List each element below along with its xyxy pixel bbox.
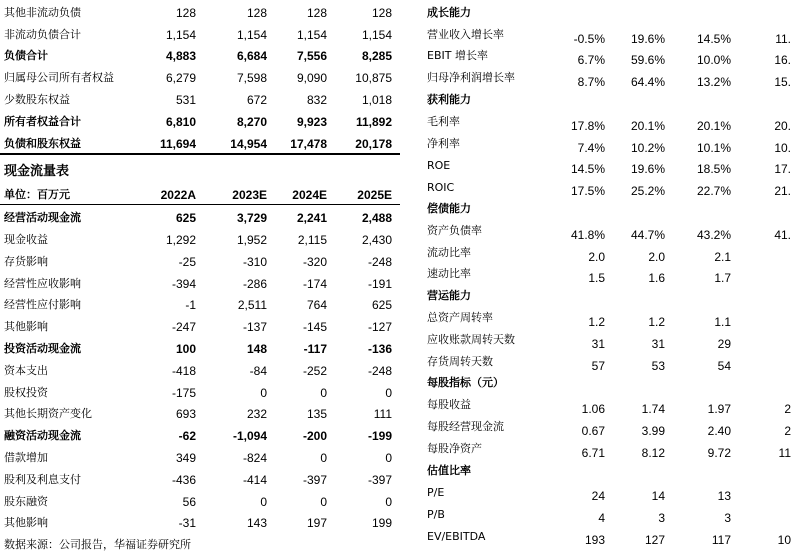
cashflow-row-label: 经营性应收影响 xyxy=(4,276,81,290)
cashflow-row-value: -310 xyxy=(242,254,267,269)
ratio-row-label: 归母净利润增长率 xyxy=(427,71,515,85)
ratio-row xyxy=(425,262,781,284)
cashflow-row xyxy=(0,511,400,533)
cashflow-row xyxy=(0,358,400,380)
ratio-row-value: 2 xyxy=(784,402,791,417)
balance-row-value: 8,270 xyxy=(236,114,267,129)
ratio-row-value: 14.5% xyxy=(696,31,731,46)
ratio-row-value: 10. xyxy=(774,140,791,155)
ratio-row-value: -0.5% xyxy=(573,31,605,46)
ratio-row-value: 14.5% xyxy=(570,162,605,177)
ratio-row xyxy=(425,0,781,22)
cashflow-row-value: -175 xyxy=(171,385,196,400)
cashflow-row-value: 0 xyxy=(260,385,267,400)
year-2025e: 2025E xyxy=(357,188,392,203)
cashflow-row-value: 148 xyxy=(246,341,267,356)
ratio-row-value: 21. xyxy=(774,184,791,199)
ratio-row xyxy=(425,131,791,155)
ratio-row-value: 20.1% xyxy=(630,118,665,133)
cashflow-row-value: 2,488 xyxy=(361,211,392,226)
ratio-row-label: P/B xyxy=(427,508,445,522)
ratio-row-value: 18.5% xyxy=(696,162,731,177)
balance-row-value: 6,684 xyxy=(236,49,267,64)
ratio-row-label: 流动比率 xyxy=(427,245,471,259)
cashflow-row-label: 资本支出 xyxy=(4,363,48,377)
balance-row xyxy=(0,44,400,66)
ratio-row-value: 53 xyxy=(651,358,665,373)
cashflow-row-label: 其他影响 xyxy=(4,320,48,334)
ratio-row-label: 每股指标（元） xyxy=(427,376,504,390)
ratio-row-value: 9.72 xyxy=(707,445,731,460)
ratio-row-label: 每股收益 xyxy=(427,398,471,412)
balance-row-value: 1,154 xyxy=(296,27,327,42)
cashflow-row-value: 0 xyxy=(385,450,392,465)
ratio-row-label: 毛利率 xyxy=(427,114,460,128)
cashflow-row-value: 0 xyxy=(320,494,327,509)
cashflow-row xyxy=(0,445,400,467)
ratio-row-value: 2.0 xyxy=(588,249,605,264)
cashflow-row-label: 其他影响 xyxy=(4,516,48,530)
ratio-row xyxy=(425,458,781,480)
ratio-row xyxy=(425,153,791,177)
ratio-row-value: 6.7% xyxy=(577,53,605,68)
balance-row-value: 1,018 xyxy=(361,92,392,107)
balance-row-value: 7,598 xyxy=(236,71,267,86)
balance-row-value: 128 xyxy=(175,5,196,20)
cashflow-row-value: -247 xyxy=(171,320,196,335)
cashflow-row-value: 0 xyxy=(320,450,327,465)
ratio-row-value: 59.6% xyxy=(630,53,665,68)
cashflow-row-value: -117 xyxy=(303,341,327,356)
ratio-row-label: ROIC xyxy=(427,181,455,195)
balance-row xyxy=(0,0,400,22)
ratio-row-value: 11. xyxy=(775,31,791,46)
ratio-row-value: 1.7 xyxy=(714,271,731,286)
cashflow-row-value: -824 xyxy=(242,450,267,465)
cashflow-row-value: 0 xyxy=(385,494,392,509)
cashflow-row-value: -1 xyxy=(185,298,196,313)
ratio-row-value: 41.8% xyxy=(570,227,605,242)
balance-row-label: 归属母公司所有者权益 xyxy=(4,71,114,85)
cashflow-row-value: 0 xyxy=(260,494,267,509)
balance-row-label: 负债和股东权益 xyxy=(4,136,81,150)
cashflow-row xyxy=(0,205,400,227)
ratio-row-value: 19.6% xyxy=(630,162,665,177)
cashflow-row-value: -286 xyxy=(242,276,267,291)
cashflow-row-value: -418 xyxy=(171,363,196,378)
balance-row-value: 8,285 xyxy=(361,49,392,64)
ratio-row-value: 2 xyxy=(784,423,791,438)
year-2024e: 2024E xyxy=(292,188,327,203)
year-2023e: 2023E xyxy=(232,188,267,203)
ratio-row-value: 41. xyxy=(774,227,791,242)
ratio-row-label: 应收账款周转天数 xyxy=(427,332,515,346)
ratio-row xyxy=(425,65,791,90)
ratio-row-value: 2.0 xyxy=(648,249,665,264)
cashflow-row-value: 764 xyxy=(306,298,327,313)
cashflow-row-value: -248 xyxy=(367,254,392,269)
cashflow-row-value: -127 xyxy=(367,320,392,335)
ratio-row xyxy=(425,501,781,526)
cashflow-title: 现金流量表 xyxy=(4,163,70,179)
balance-row xyxy=(0,87,400,109)
cashflow-row xyxy=(0,380,400,402)
unit-label: 单位：百万元 xyxy=(4,188,70,202)
cashflow-row-value: -320 xyxy=(302,254,327,269)
ratio-row-label: 资产负债率 xyxy=(427,223,482,237)
ratio-row-value: 16. xyxy=(774,53,791,68)
balance-row-value: 10,875 xyxy=(355,71,392,86)
cashflow-row-value: 0 xyxy=(320,385,327,400)
ratio-row-value: 57 xyxy=(591,358,605,373)
balance-row-value: 9,090 xyxy=(296,71,327,86)
ratio-row-value: 31 xyxy=(591,336,605,351)
ratio-row-value: 8.12 xyxy=(641,445,665,460)
cashflow-row-value: -394 xyxy=(171,276,196,291)
ratio-row-value: 13.2% xyxy=(696,75,731,90)
cashflow-row-value: 143 xyxy=(246,516,267,531)
ratio-row-value: 1.2 xyxy=(648,314,665,329)
cashflow-row-label: 投资活动现金流 xyxy=(4,341,81,355)
ratio-row-value: 2.1 xyxy=(714,249,731,264)
ratio-row-value: 1.74 xyxy=(641,402,665,417)
ratio-row xyxy=(425,196,781,218)
balance-row xyxy=(0,109,400,131)
ratio-row xyxy=(425,218,791,242)
ratio-row-value: 3 xyxy=(658,511,665,526)
cashflow-row-value: -248 xyxy=(367,363,392,378)
cashflow-row-label: 经营性应付影响 xyxy=(4,298,81,312)
ratio-row-value: 127 xyxy=(644,532,665,547)
ratio-row-value: 10.2% xyxy=(630,140,665,155)
ratio-row-value: 13 xyxy=(717,489,731,504)
balance-row-value: 1,154 xyxy=(165,27,196,42)
cashflow-row-value: 56 xyxy=(182,494,196,509)
cashflow-row-value: 100 xyxy=(175,341,196,356)
ratio-row-value: 17. xyxy=(774,162,791,177)
balance-row-value: 832 xyxy=(306,92,327,107)
ratio-row xyxy=(425,305,781,327)
balance-row-value: 6,279 xyxy=(165,71,196,86)
ratio-row-value: 1.2 xyxy=(588,314,605,329)
cashflow-row-value: -62 xyxy=(178,429,196,444)
ratio-row-label: 存货周转天数 xyxy=(427,354,493,368)
ratio-row-label: 总资产周转率 xyxy=(427,310,493,324)
cashflow-row xyxy=(0,336,400,358)
ratio-row-value: 10.1% xyxy=(696,140,731,155)
ratio-row-label: EBIT 增长率 xyxy=(427,49,488,63)
cashflow-row xyxy=(0,402,400,424)
balance-row-value: 1,154 xyxy=(236,27,267,42)
ratio-row-value: 7.4% xyxy=(577,140,605,155)
cashflow-row-value: 2,241 xyxy=(296,211,327,226)
left-panel xyxy=(0,0,400,532)
cashflow-row-value: 625 xyxy=(371,298,392,313)
ratio-row-value: 1.06 xyxy=(581,402,605,417)
ratio-row-value: 4 xyxy=(598,511,605,526)
ratio-row-label: 偿债能力 xyxy=(427,201,471,215)
ratio-row-value: 0.67 xyxy=(581,423,605,438)
ratio-row xyxy=(425,480,781,502)
ratio-row-label: EV/EBITDA xyxy=(427,529,486,543)
cashflow-row-value: 349 xyxy=(175,450,196,465)
cashflow-row xyxy=(0,293,400,315)
cashflow-row-value: -137 xyxy=(242,320,267,335)
ratio-row xyxy=(425,436,791,460)
ratio-row-value: 193 xyxy=(584,532,605,547)
ratio-row-label: 获利能力 xyxy=(427,92,471,106)
cashflow-row xyxy=(0,249,400,271)
cashflow-row-value: 111 xyxy=(373,407,392,422)
cashflow-row-value: 135 xyxy=(306,407,327,422)
balance-row-value: 531 xyxy=(175,92,196,107)
source-note: 数据来源：公司报告，华福证券研究所 xyxy=(4,538,191,551)
cashflow-row-value: -200 xyxy=(302,429,327,444)
cashflow-row-label: 其他长期资产变化 xyxy=(4,407,92,421)
balance-row-value: 14,954 xyxy=(230,136,267,151)
ratio-row-value: 10 xyxy=(777,532,791,547)
cashflow-row-label: 股利及利息支付 xyxy=(4,472,81,486)
ratio-row xyxy=(425,392,791,417)
balance-row-value: 128 xyxy=(306,5,327,20)
ratio-row-label: 速动比率 xyxy=(427,267,471,281)
cashflow-row-value: -174 xyxy=(302,276,327,291)
cashflow-row-label: 借款增加 xyxy=(4,450,48,464)
cashflow-row-label: 存货影响 xyxy=(4,254,48,268)
balance-row-label: 其他非流动负债 xyxy=(4,5,81,19)
ratio-row-label: 净利率 xyxy=(427,136,460,150)
ratio-row xyxy=(425,414,791,438)
ratio-row xyxy=(425,283,781,305)
balance-sheet-tail xyxy=(0,0,400,155)
cashflow-row-label: 经营活动现金流 xyxy=(4,211,81,225)
balance-row-value: 672 xyxy=(246,92,267,107)
ratio-row xyxy=(425,87,781,109)
cashflow-row-value: -199 xyxy=(367,429,392,444)
ratio-row xyxy=(425,349,781,371)
ratio-row xyxy=(425,22,791,46)
ratio-row xyxy=(425,371,781,393)
ratio-row-value: 10.0% xyxy=(696,53,731,68)
ratio-row-value: 64.4% xyxy=(630,75,665,90)
cashflow-row-value: 1,952 xyxy=(236,232,267,247)
ratio-row-value: 20. xyxy=(774,118,791,133)
balance-row xyxy=(0,22,400,44)
balance-row xyxy=(0,65,400,87)
ratio-row-label: 营业收入增长率 xyxy=(427,27,504,41)
cashflow-title-row xyxy=(0,155,400,183)
ratio-row-value: 3 xyxy=(724,511,731,526)
balance-row-value: 6,810 xyxy=(165,114,196,129)
ratio-row-value: 14 xyxy=(651,489,665,504)
ratio-panel xyxy=(425,0,791,547)
cashflow-row-value: -31 xyxy=(178,516,196,531)
balance-row-value: 4,883 xyxy=(165,49,196,64)
cashflow-row-value: -252 xyxy=(302,363,327,378)
cashflow-row-value: -397 xyxy=(367,472,392,487)
ratio-row xyxy=(425,44,791,68)
ratio-row-label: 每股经营现金流 xyxy=(427,419,504,433)
balance-row-value: 9,923 xyxy=(296,114,327,129)
cashflow-row-value: 197 xyxy=(306,516,327,531)
ratio-row-label: ROE xyxy=(427,159,451,173)
cashflow-row-value: -84 xyxy=(249,363,267,378)
cashflow-row-value: -397 xyxy=(302,472,327,487)
ratio-row xyxy=(425,109,791,133)
ratio-row-value: 6.71 xyxy=(581,445,605,460)
ratio-row-value: 11 xyxy=(778,445,791,460)
ratio-row-value: 1.5 xyxy=(588,271,605,286)
cashflow-row-value: 2,115 xyxy=(297,232,327,247)
cashflow-row-value: -1,094 xyxy=(232,429,267,444)
cashflow-row-value: 199 xyxy=(371,516,392,531)
cashflow-row xyxy=(0,489,400,511)
cashflow-row-value: -436 xyxy=(171,472,196,487)
cashflow-table xyxy=(0,205,400,532)
ratio-table xyxy=(425,0,791,547)
cashflow-row-value: -191 xyxy=(367,276,392,291)
ratio-row-label: 成长能力 xyxy=(427,5,471,19)
ratio-row-value: 29 xyxy=(717,336,731,351)
cashflow-row-value: 232 xyxy=(246,407,267,422)
balance-row-label: 所有者权益合计 xyxy=(4,114,81,128)
ratio-row-value: 22.7% xyxy=(696,184,731,199)
cashflow-row-value: 0 xyxy=(385,385,392,400)
ratio-row-value: 117 xyxy=(711,532,731,547)
cashflow-row-label: 融资活动现金流 xyxy=(4,429,81,443)
cashflow-row-value: -145 xyxy=(302,320,327,335)
ratio-row-label: 估值比率 xyxy=(427,463,471,477)
cashflow-row xyxy=(0,227,400,249)
ratio-row-value: 17.8% xyxy=(570,118,605,133)
balance-row-label: 非流动负债合计 xyxy=(4,27,81,41)
cashflow-row-value: 693 xyxy=(175,407,196,422)
ratio-row xyxy=(425,327,781,349)
ratio-row-value: 20.1% xyxy=(696,118,731,133)
cashflow-row-value: 2,511 xyxy=(237,298,267,313)
cashflow-row-label: 股权投资 xyxy=(4,385,48,399)
balance-row-value: 17,478 xyxy=(290,136,327,151)
cashflow-header-row xyxy=(0,183,400,206)
balance-row-label: 少数股东权益 xyxy=(4,92,70,106)
ratio-row-value: 24 xyxy=(591,489,605,504)
ratio-row-value: 8.7% xyxy=(577,75,605,90)
ratio-row-value: 19.6% xyxy=(630,31,665,46)
cashflow-row-value: -136 xyxy=(367,341,392,356)
balance-row-value: 1,154 xyxy=(361,27,392,42)
ratio-row-value: 15. xyxy=(774,75,791,90)
balance-row-value: 128 xyxy=(246,5,267,20)
cashflow-row-label: 现金收益 xyxy=(4,232,48,246)
cashflow-row xyxy=(0,467,400,489)
year-2022a: 2022A xyxy=(160,188,196,203)
ratio-row xyxy=(425,523,791,547)
cashflow-row-value: 2,430 xyxy=(361,232,392,247)
balance-row xyxy=(0,131,400,155)
ratio-row-value: 1.6 xyxy=(648,271,665,286)
ratio-row-value: 17.5% xyxy=(570,184,605,199)
cashflow-row-value: 625 xyxy=(175,211,196,226)
ratio-row-label: 营运能力 xyxy=(427,289,471,303)
ratio-row-label: P/E xyxy=(427,486,445,500)
ratio-row-value: 31 xyxy=(651,336,665,351)
cashflow-row-value: 3,729 xyxy=(236,211,267,226)
balance-row-label: 负债合计 xyxy=(4,49,48,63)
ratio-row-value: 3.99 xyxy=(641,423,665,438)
ratio-row-value: 1.1 xyxy=(714,314,731,329)
ratio-row-value: 44.7% xyxy=(630,227,665,242)
ratio-row-value: 43.2% xyxy=(696,227,731,242)
cashflow-row-value: -414 xyxy=(242,472,267,487)
balance-row-value: 7,556 xyxy=(296,49,327,64)
ratio-row-value: 25.2% xyxy=(630,184,665,199)
ratio-row xyxy=(425,174,791,199)
cashflow-row xyxy=(0,314,400,336)
ratio-row-value: 1.97 xyxy=(707,402,731,417)
cashflow-row-label: 股东融资 xyxy=(4,494,48,508)
cashflow-row xyxy=(0,271,400,293)
balance-row-value: 11,694 xyxy=(159,136,196,151)
balance-row-value: 20,178 xyxy=(355,136,392,151)
cashflow-row xyxy=(0,423,400,445)
cashflow-row-value: 1,292 xyxy=(165,232,196,247)
ratio-row xyxy=(425,240,781,262)
cashflow-row-value: -25 xyxy=(178,254,196,269)
ratio-row-value: 2.40 xyxy=(707,423,731,438)
ratio-row-value: 54 xyxy=(717,358,731,373)
balance-row-value: 128 xyxy=(371,5,392,20)
balance-row-value: 11,892 xyxy=(355,114,392,129)
ratio-row-label: 每股净资产 xyxy=(427,441,482,455)
